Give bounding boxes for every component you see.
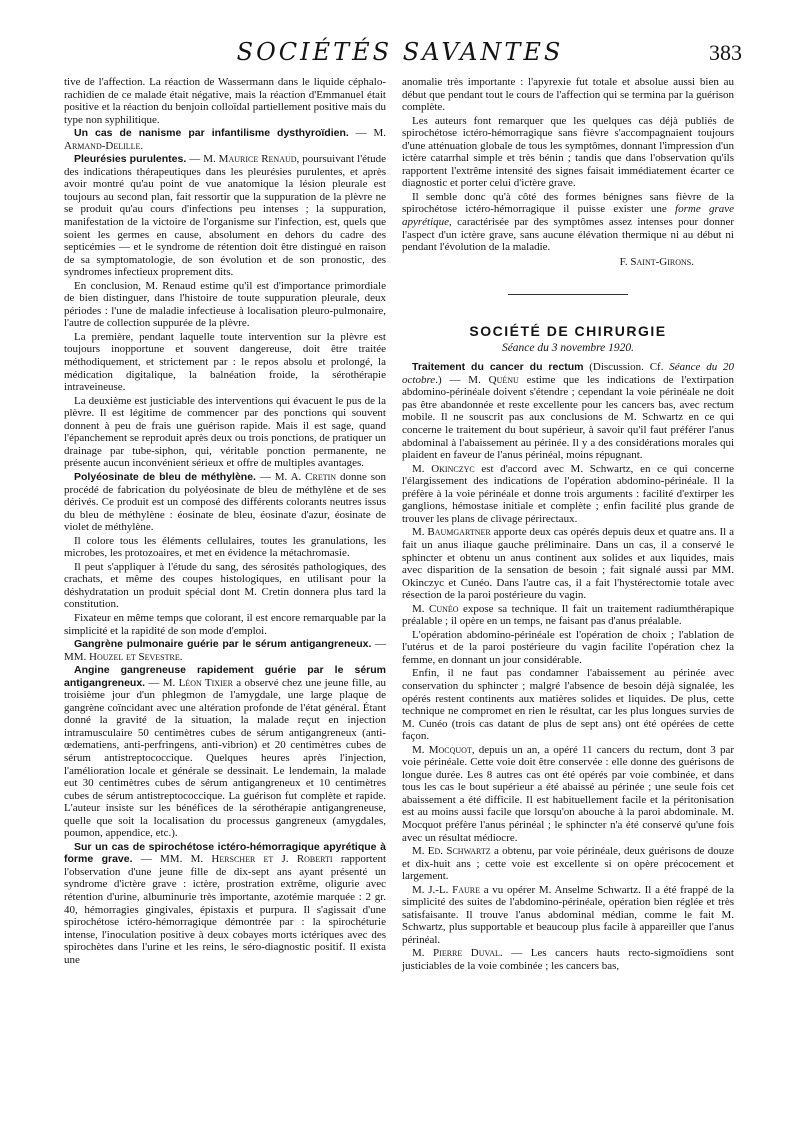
author: M. J.-L. Faure	[412, 883, 481, 896]
article-polyeosinate	[64, 471, 386, 534]
article-title: Polyéosinate de bleu de méthylène.	[74, 470, 256, 483]
reference: Séance du 20 octobre	[402, 361, 734, 386]
paragraph	[402, 947, 734, 972]
paragraph: Fixateur en même temps que colorant, il est encore remarquable par la simplicité et la rapidité de son mode d'emploi.	[64, 611, 386, 637]
section-divider	[508, 294, 628, 295]
dash: —	[371, 638, 386, 651]
article-title: Un cas de nanisme par infantilisme dysthyroïdien.	[74, 127, 349, 140]
author: M. Ed. Schwartz	[412, 845, 491, 858]
author: M. Armand-Delille.	[64, 127, 387, 152]
author: MM. M. Herscher et J. Roberti	[160, 853, 333, 866]
paragraph: La première, pendant laquelle toute intervention sur la plèvre est toujours inopportune et souvent dangereuse, doit être traitée méthodiquement, et strictement par : le repos absolu et prolongé, la médication digitalique, la balnéation froide, la sérothérapie intraveineuse.	[64, 330, 386, 394]
article-rectum	[402, 361, 734, 461]
article-spirochetose	[64, 841, 386, 966]
text: Il semble donc qu'à côté des formes bénignes sans fièvre de la spirochétose ictéro-hémorragique il puisse exister une	[402, 190, 734, 216]
left-column	[64, 76, 386, 967]
section-title: SOCIÉTÉ DE CHIRURGIE	[469, 323, 667, 340]
text: , depuis un an, a opéré 11 cancers du rectum, dont 3 par voie périnéale. Cette voie doit être conservée : elle donne des guérisons de longue durée. Les 8 autres cas ont été opérés par voie combinée, et dans tous les cas le bout supérieur a été abaissé au périnée ; une seule fois cet abaissement a été difficile. Il est habituellement facile et la péritonisation est au moins aussi facile que lorsqu'on abouche à la paroi abdominale. M. Mocquot préfère l'anus périnéal ; le sphincter n'a été conservé qu'une fois avec un résultat médiocre.	[402, 743, 734, 844]
author: M. Baumgartner	[412, 526, 491, 539]
author: M. Okinczyc	[412, 462, 475, 475]
running-title: SOCIÉTÉS SAVANTES	[236, 38, 564, 66]
signature: F. Saint-Girons.	[619, 255, 694, 268]
text: expose sa technique. Il fait un traitement radiumthérapique préalable ; il opère en un temps, ne faisant pas d'anus préalable.	[402, 602, 734, 628]
paragraph	[402, 526, 734, 601]
paragraph: En conclusion, M. Renaud estime qu'il est d'importance primordiale de bien distinguer, dans l'histoire de toute suppuration pleurale, deux périodes : l'une de maladie infectieuse à localisation pleuro-pulmonaire, l'autre de collection suppurée de la plèvre.	[64, 279, 386, 330]
article-text: donne son procédé de fabrication du polyéosinate de bleu de méthylène et de ses dérivés. Ce produit est un composé des différents colorants neutres issus du bleu de méthylène : éosinate de bleu, éosinate d'azur, éosinate de violet de méthylène.	[64, 470, 387, 534]
author: M. Léon Tixier	[162, 676, 233, 689]
text: apporte deux cas opérés depuis deux et quatre ans. Il a fait un anus iliaque gauche préliminaire. Dans un cas, il a conservé le sphincter et obtenu un anus continent aux solides et aux liquides, mais avec disparition de la sensation de besoin ; fait signalé aussi par MM. Okinczyc et Cunéo. Dans l'autre cas, il a fait l'hystérectomie totale avec résection de la paroi postérieure du vagin.	[402, 526, 734, 602]
paragraph	[402, 884, 734, 947]
author: M. Maurice Renaud	[203, 153, 297, 166]
paragraph: L'opération abdomino-périnéale est l'opération de choix ; l'ablation de l'utérus et de la paroi postérieure du vagin facilite l'opération chez la femme, en donnant un jour considérable.	[402, 628, 734, 666]
article-angine	[64, 664, 386, 840]
paragraph	[402, 603, 734, 628]
dash: —	[132, 853, 161, 866]
dash: —	[145, 676, 163, 689]
article-gangrene	[64, 638, 386, 663]
author: M. Quénu	[468, 373, 519, 386]
article-title: Pleurésies purulentes.	[74, 153, 187, 166]
text: a obtenu, par voie périnéale, deux guérisons de douze et dix-huit ans ; cette voie est excellente si on opère précocement et largement.	[402, 845, 734, 883]
paragraph: anomalie très importante : l'apyrexie fut totale et absolue aussi bien au début que pendant tout le cours de l'affection qui se termina par la guérison complète.	[402, 76, 734, 114]
text: est d'accord avec M. Schwartz, en ce qui concerne l'élargissement des indications de l'opération abdomino-périnéale. Il la préfère à la voie périnéale et donne trois arguments : facilité d'extirper les ganglions, hémostase initiale et complète ; enfin facilité plus grande de trouver les plans de clivage périrectaux.	[402, 462, 734, 525]
author: M. A. Cretin	[274, 470, 337, 483]
article-title: Gangrène pulmonaire guérie par le sérum antigangreneux.	[74, 638, 372, 651]
paragraph	[402, 845, 734, 883]
page-header	[0, 38, 800, 72]
dash: —	[348, 127, 374, 140]
page-number: 383	[709, 40, 742, 65]
paragraph: Il peut s'appliquer à l'étude du sang, des sérosités pathologiques, des crachats, et même des coupes histologiques, en utilisant pour la déshydratation un produit spécial dont M. Cretin donnera plus tard la constitution.	[64, 560, 386, 611]
author: M. Cunéo	[412, 602, 459, 615]
paragraph	[402, 191, 734, 254]
paragraph: La deuxième est justiciable des interventions qui évacuent le pus de la plèvre. Il est légitime de commencer par des ponctions qui souvent donnent à peu de frais une guérison rapide. Mais il est sage, quand l'épanchement se reproduit après deux ou trois ponctions, de pratiquer un drainage par tube-siphon, qui, véritable ponction permanente, ne présente aucun inconvénient sérieux et offre de multiples avantages.	[64, 394, 386, 470]
article-title: Angine gangreneuse rapidement guérie par le sérum antigangreneux.	[64, 664, 386, 689]
text: a vu opérer M. Anselme Schwartz. Il a été frappé de la simplicité des suites de l'abdomino-périnéale, opération bien réglée et très satisfaisante. Il trouve l'anus abdominal médian, comme le fait M. Schwartz, plus supportable et beaucoup plus facile à appareiller que l'anus périnéal.	[402, 883, 735, 946]
dash: —	[186, 153, 204, 166]
paragraph: Les auteurs font remarquer que les quelques cas déjà publiés de spirochétose ictéro-hémorragique sans fièvre s'accompagnaient toujours d'une atténuation globale de tous les symptômes, donnant l'impression d'un ictère catarrhal simple et très bénin ; tandis que dans l'observation qu'ils rapportent l'extrême intensité des signes faisait immédiatement écarter ce diagnostic et porter celui d'ictère grave.	[402, 114, 734, 190]
author: MM. Houzel et Sevestre.	[64, 650, 183, 663]
paragraph	[402, 463, 734, 526]
paragraph: Il colore tous les éléments cellulaires, toutes les granulations, les microbes, les protozoaires, et met en évidence la métachromasie.	[64, 534, 386, 560]
article-pleuresies	[64, 153, 386, 278]
reference-end: .)	[435, 373, 442, 386]
dash: —	[255, 470, 275, 483]
article-text: a observé chez une jeune fille, au troisième jour d'un phlegmon de l'amygdale, une large plaque de gangrène coïncidant avec une altération profonde de l'état général. Étant donné la gravité de la situation, la malade reçut en injection intramusculaire 50 centimètres cubes de sérum antigangreneux (anti-œdematiens, anti-perfringens, anti-vibrion) et 20 centimètres cubes de sérum antistreptococcique. Quelques heures après l'injection, l'amélioration locale et générale se dessinait. Le lendemain, la malade eut 30 centimètres cubes de sérum antigangreneux et 10 centimètres cubes de sérum antistreptococcique. La guérison fut complète et rapide. L'auteur insiste sur les bénéfices de la sérothérapie antigangreneuse, quelle que soit la localisation du processus gangreneux (amygdales, poumon, appendice, etc.).	[64, 676, 386, 840]
article-text: , poursuivant l'étude des indications thérapeutiques dans les pleurésies purulentes, et après avoir montré qu'au point de vue anatomique la lésion pleurale est toujours au second plan, fait ressortir que la suppuration de la plèvre ne se produit qu'au cours d'infections peu intenses ; la suppuration, manifestation de la victoire de l'organisme sur l'infection, est, quels que soient les germes en cause, absolument en dehors du cadre des septicémies — et le syndrome de rétention doit être distingué en raison de sa symptomatologie, de son évolution et de son pronostic, des syndromes infectieux proprement dits.	[64, 153, 386, 279]
article-title: Sur un cas de spirochétose ictéro-hémorragique apyrétique à forme grave.	[64, 840, 386, 866]
article-title: Traitement du cancer du rectum	[412, 361, 584, 374]
article-text: estime que les indications de l'extirpation abdomino-périnéale doivent s'étendre ; cependant la voie périnéale ne doit pas être abandonnée et reste excellente pour les cancers bas, avec rectum mobile. Il ne souscrit pas aux conclusions de M. Schwartz en ce qui concerne le traitement du bout supérieur, à savoir qu'il faut préférer l'anus abdominal à l'abaissement au périnée. Il y a des considérations morales qui plaident en faveur de l'anus périnéal, moins répugnant.	[402, 373, 734, 462]
author: M. Pierre Duval	[412, 947, 500, 960]
article-text: rapportent l'observation d'une jeune fille de dix-sept ans ayant présenté un syndrome d'ictère grave : ictère, prostration extrême, oligurie avec rétention d'urine, albuminurie très importante, azotémie marquée : 2 gr. 40, hémorragies gingivales, épistaxis et purpura. Il s'agissait d'une spirochétose ictéro-hémorragique démontrée par : la spirochéturie intense, l'inoculation positive à deux cobayes morts ictériques avec des spirochètes dans l'urine et les reins, le séro-diagnostic positif. Il exista une	[64, 853, 387, 966]
paragraph: Enfin, il ne faut pas condamner l'abaissement au périnée avec conservation du sphincter ; malgré l'absence de besoin déjà signalée, les opérés restent continents aux matières solides et liquides. De plus, cette technique ne compromet en rien le résultat, car les plus longues survies de M. Cunéo (trois cas datant de plus de sept ans) ont été opérées de cette façon.	[402, 667, 734, 743]
session-date: Séance du 3 novembre 1920.	[501, 341, 635, 354]
paragraph: tive de l'affection. La réaction de Wassermann dans le liquide céphalo-rachidien de ce malade était négative, mais la réaction d'Emmanuel était positive et la réaction du benjoin colloïdal partiellement positive mais du type non syphilitique.	[64, 76, 386, 126]
dash: —	[441, 373, 469, 386]
author: M. Mocquot	[412, 743, 472, 756]
text: Les cancers hauts recto-sigmoïdiens sont justiciables de la voie combinée ; les cancers bas,	[402, 947, 734, 972]
discussion-label: (Discussion. Cf.	[583, 361, 670, 374]
paragraph	[402, 744, 734, 844]
emphasis: forme grave apyrétique	[402, 203, 734, 229]
text: , caractérisée par des symptômes assez intenses pour donner l'aspect d'un ictère grave, sans aucune élévation thermique ni au début ni pendant l'évolution de la maladie.	[402, 216, 734, 254]
article-nanisme	[64, 127, 386, 152]
right-column	[402, 76, 734, 974]
dash: . —	[499, 947, 531, 960]
